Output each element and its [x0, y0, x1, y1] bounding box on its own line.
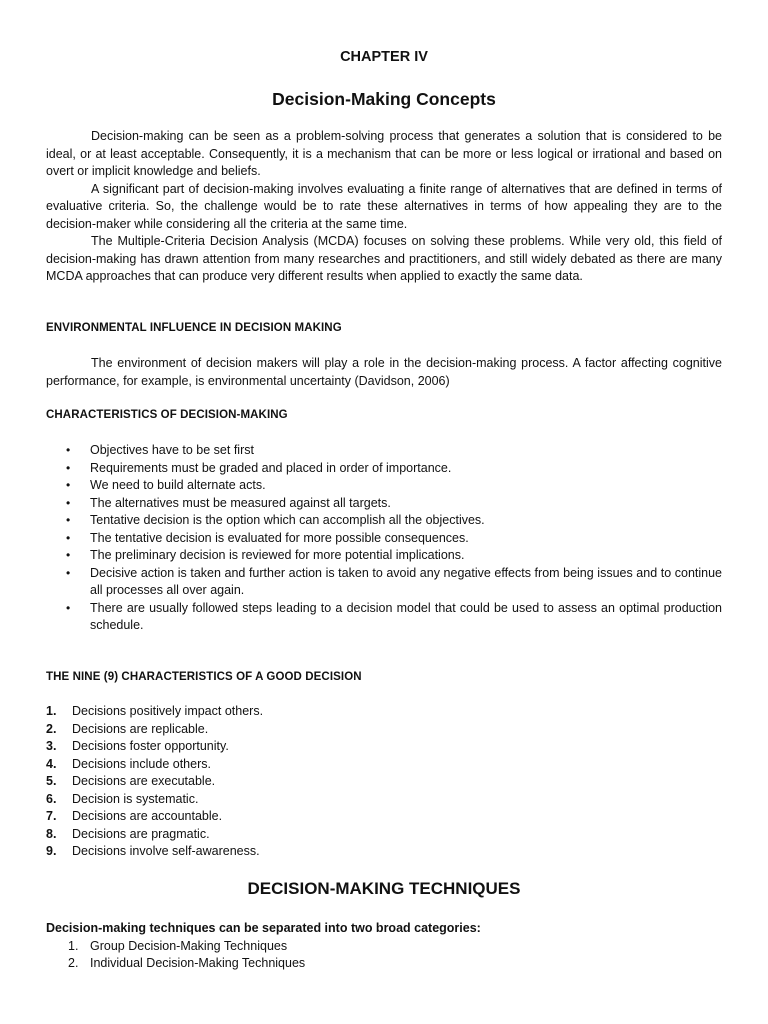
good-decision-list-container	[46, 703, 722, 861]
list-item-text: Group Decision-Making Techniques	[90, 938, 288, 953]
list-item	[46, 808, 722, 826]
list-item-text: The alternatives must be measured against all targets.	[90, 495, 391, 510]
list-item-text: Decisions positively impact others.	[72, 704, 264, 718]
intro-section	[46, 128, 722, 286]
techniques-list	[46, 938, 722, 973]
list-item-text: Decisive action is taken and further action is taken to avoid any negative effects from being issues and to continue all processes all over again.	[90, 565, 722, 597]
environment-section	[46, 355, 722, 390]
list-item-text: Decisions are executable.	[72, 774, 216, 788]
list-item	[46, 703, 722, 721]
list-item	[46, 495, 722, 513]
techniques-heading: DECISION-MAKING TECHNIQUES	[247, 879, 521, 898]
good-decision-heading: THE NINE (9) CHARACTERISTICS OF A GOOD DECISION	[46, 671, 362, 683]
list-item-text: There are usually followed steps leading to a decision model that could be used to assess an optimal production schedule.	[90, 600, 722, 632]
list-item-text: Objectives have to be set first	[90, 443, 254, 457]
bullet-icon: •	[66, 530, 71, 545]
list-item	[46, 938, 722, 956]
list-number: 7.	[46, 809, 57, 823]
list-item	[46, 442, 722, 460]
list-number: 2.	[68, 956, 79, 970]
bullet-icon: •	[66, 443, 71, 457]
list-item-text: The tentative decision is evaluated for more possible consequences.	[90, 530, 469, 545]
list-item	[46, 477, 722, 495]
list-number: 1.	[68, 938, 79, 953]
bullet-icon: •	[66, 565, 71, 580]
list-number: 2.	[46, 721, 57, 736]
list-item-text: We need to build alternate acts.	[90, 478, 266, 492]
techniques-intro: Decision-making techniques can be separated into two broad categories:	[46, 921, 481, 935]
list-number: 4.	[46, 756, 57, 771]
techniques-section	[46, 920, 722, 973]
environment-paragraph: The environment of decision makers will play a role in the decision-making process. A factor affecting cognitive performance, for example, is environmental uncertainty (Davidson, 2006)	[46, 356, 722, 388]
list-number: 8.	[46, 826, 57, 841]
list-item	[46, 826, 722, 844]
bullet-icon: •	[66, 495, 71, 510]
list-item	[46, 565, 722, 600]
list-item	[46, 512, 722, 530]
list-item-text: Requirements must be graded and placed in order of importance.	[90, 460, 452, 475]
good-decision-list	[46, 703, 722, 861]
list-item-text: Decisions are pragmatic.	[72, 826, 210, 841]
list-number: 5.	[46, 774, 57, 788]
list-item	[46, 530, 722, 548]
chapter-label: CHAPTER IV	[340, 49, 428, 65]
list-number: 1.	[46, 704, 57, 718]
list-item	[46, 460, 722, 478]
intro-paragraph: A significant part of decision-making involves evaluating a finite range of alternatives that are defined in terms of evaluative criteria. So, the challenge would be to rate these alternatives in terms of how appealing they are to the decision-maker while considering all the criteria at the same time.	[46, 181, 722, 231]
list-item	[46, 721, 722, 739]
list-number: 3.	[46, 739, 57, 753]
list-number: 9.	[46, 844, 57, 858]
list-item	[46, 600, 722, 635]
list-number: 6.	[46, 791, 57, 806]
list-item-text: Individual Decision-Making Techniques	[90, 956, 306, 970]
bullet-icon: •	[66, 460, 71, 475]
list-item-text: Decision is systematic.	[72, 791, 199, 806]
environment-heading: ENVIRONMENTAL INFLUENCE IN DECISION MAKING	[46, 322, 342, 334]
list-item	[46, 791, 722, 809]
bullet-icon: •	[66, 548, 71, 562]
list-item	[46, 738, 722, 756]
list-item-text: The preliminary decision is reviewed for more potential implications.	[90, 548, 465, 562]
list-item	[46, 756, 722, 774]
page-title: Decision-Making Concepts	[272, 89, 496, 109]
characteristics-list-container	[46, 442, 722, 635]
characteristics-list	[46, 442, 722, 635]
list-item-text: Tentative decision is the option which can accomplish all the objectives.	[90, 513, 485, 527]
bullet-icon: •	[66, 513, 71, 527]
intro-paragraph: Decision-making can be seen as a problem-solving process that generates a solution that is considered to be ideal, or at least acceptable. Consequently, it is a mechanism that can be more or less logical or irrational and based on overt or implicit knowledge and beliefs.	[46, 129, 722, 178]
list-item-text: Decisions are replicable.	[72, 721, 209, 736]
list-item-text: Decisions are accountable.	[72, 809, 223, 823]
list-item	[46, 773, 722, 791]
list-item-text: Decisions involve self-awareness.	[72, 844, 260, 858]
characteristics-heading: CHARACTERISTICS OF DECISION-MAKING	[46, 409, 288, 421]
list-item	[46, 955, 722, 973]
list-item-text: Decisions foster opportunity.	[72, 739, 229, 753]
bullet-icon: •	[66, 600, 71, 615]
list-item	[46, 843, 722, 861]
intro-paragraph: The Multiple-Criteria Decision Analysis (MCDA) focuses on solving these problems. While very old, this field of decision-making has drawn attention from many researches and practitioners, and still widely debated as there are many MCDA approaches that can produce very different results when applied to exactly the same data.	[46, 234, 722, 283]
list-item-text: Decisions include others.	[72, 756, 211, 771]
bullet-icon: •	[66, 478, 71, 492]
list-item	[46, 547, 722, 565]
